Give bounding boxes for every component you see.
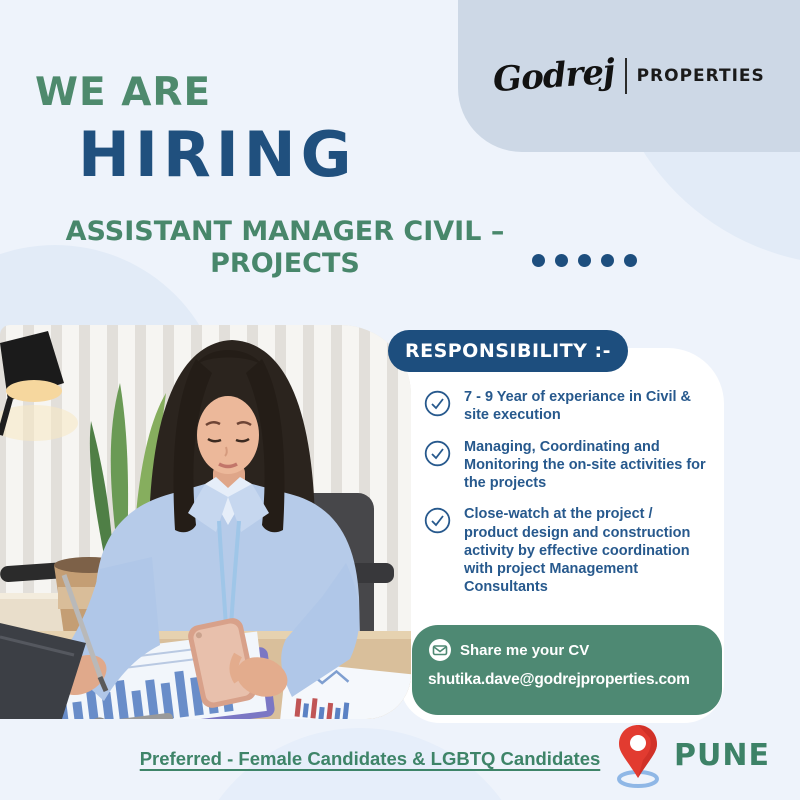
check-circle-icon (424, 440, 451, 467)
decor-dot (578, 254, 591, 267)
preference-note: Preferred - Female Candidates & LGBTQ Candidates (139, 748, 601, 769)
decor-dot (601, 254, 614, 267)
location-pin-icon (612, 722, 664, 788)
job-title-line2: PROJECTS (210, 248, 360, 280)
brand-logo (458, 0, 800, 152)
decor-dot (532, 254, 545, 267)
check-circle-icon (424, 507, 451, 534)
decor-dots (532, 254, 637, 267)
responsibility-item-text: Close-watch at the project / product design and construction activity by effective coordination with project Management Consultants (464, 506, 691, 596)
check-circle-icon (424, 390, 451, 417)
office-photo (0, 325, 411, 719)
location (612, 722, 770, 788)
logo-properties-label: PROPERTIES (636, 66, 765, 86)
decor-dot (555, 254, 568, 267)
cv-email: shutika.dave@godrejproperties.com (428, 671, 690, 688)
responsibility-item-3 (424, 505, 708, 596)
location-label: PUNE (674, 737, 770, 773)
responsibility-item-text: Managing, Coordinating and Monitoring the on-site activities for the projects (464, 438, 706, 492)
logo-divider (625, 58, 627, 94)
cv-contact-box (412, 625, 722, 715)
decor-dot (624, 254, 637, 267)
responsibility-item-1 (424, 388, 708, 425)
headline-hiring: HIRING (78, 118, 357, 191)
godrej-logo-script: Godrej (491, 51, 616, 101)
job-title-line1: ASSISTANT MANAGER CIVIL – (65, 216, 505, 247)
job-title (0, 216, 570, 281)
responsibility-item-text: 7 - 9 Year of experiance in Civil & site execution (464, 389, 692, 424)
office-photo-illustration (0, 325, 411, 719)
headline-we-are: WE ARE (35, 70, 212, 115)
cv-label: Share me your CV (460, 641, 590, 659)
responsibility-item-2 (424, 438, 708, 493)
envelope-icon (428, 638, 452, 662)
responsibility-header: RESPONSIBILITY :- (388, 330, 628, 372)
